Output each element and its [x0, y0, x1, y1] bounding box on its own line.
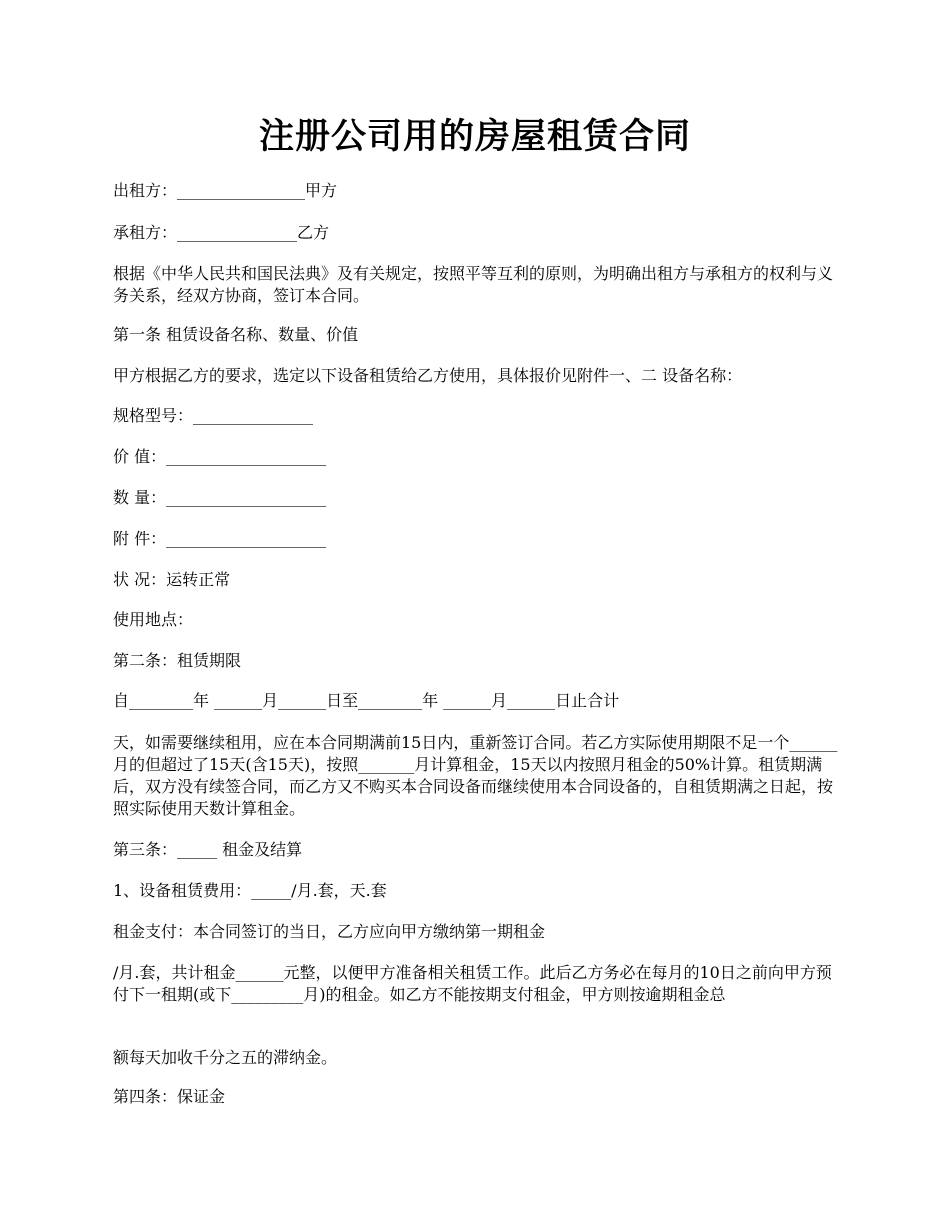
page-title: 注册公司用的房屋租赁合同 [258, 116, 691, 157]
paragraph-rental-fee: 1、设备租赁费用：_____/月.套，天.套 [113, 881, 387, 900]
paragraph-model: 规格型号：_______________ [113, 406, 314, 425]
paragraph-article-1-heading: 第一条 租赁设备名称、数量、价值 [113, 325, 359, 344]
paragraph-attachment: 附 件：____________________ [113, 529, 327, 548]
paragraph-value: 价 值：____________________ [113, 447, 327, 466]
paragraph-article-2-heading: 第二条：租赁期限 [113, 651, 242, 670]
paragraph-condition: 状 况：运转正常 [113, 570, 231, 589]
paragraph-article-4-heading: 第四条：保证金 [113, 1087, 226, 1106]
paragraph-term-details: 天，如需要继续租用，应在本合同期满前15日内，重新签订合同。若乙方实际使用期限不足一个______月的但超过了15天(含15天)，按照_______月计算租金，15天以内按照月租金的50%计算。租赁期满后，双方没有续签合同，而乙方又不购买本合同设备而继续使用本合同设备的，自租赁期满之日起，按照实际使用天数计算租金。 [113, 733, 838, 818]
paragraph-payment: 租金支付：本合同签订的当日，乙方应向甲方缴纳第一期租金 [113, 922, 546, 941]
paragraph-location: 使用地点： [113, 610, 194, 629]
paragraph-payment-details: /月.套，共计租金______元整，以便甲方准备相关租赁工作。此后乙方务必在每月的10日之前向甲方预付下一租期(或下_________月)的租金。如乙方不能按期支付租金，甲方则按逾期租金总 [113, 963, 832, 1004]
paragraph-late-fee: 额每天加收千分之五的滞纳金。 [113, 1048, 338, 1067]
paragraph-quantity: 数 量：____________________ [113, 488, 327, 507]
paragraph-lessee: 承租方：_______________乙方 [113, 223, 330, 242]
paragraph-lessor: 出租方：________________甲方 [113, 181, 338, 200]
paragraph-term-dates: 自________年 ______月______日至________年 ______月______日止合计 [113, 691, 620, 710]
paragraph-preamble: 根据《中华人民共和国民法典》及有关规定，按照平等互利的原则，为明确出租方与承租方的权利与义务关系，经双方协商，签订本合同。 [113, 264, 834, 305]
paragraph-article-3-heading: 第三条：_____ 租金及结算 [113, 840, 303, 859]
paragraph-article-1-body: 甲方根据乙方的要求，选定以下设备租赁给乙方使用，具体报价见附件一、二 设备名称： [113, 366, 743, 385]
